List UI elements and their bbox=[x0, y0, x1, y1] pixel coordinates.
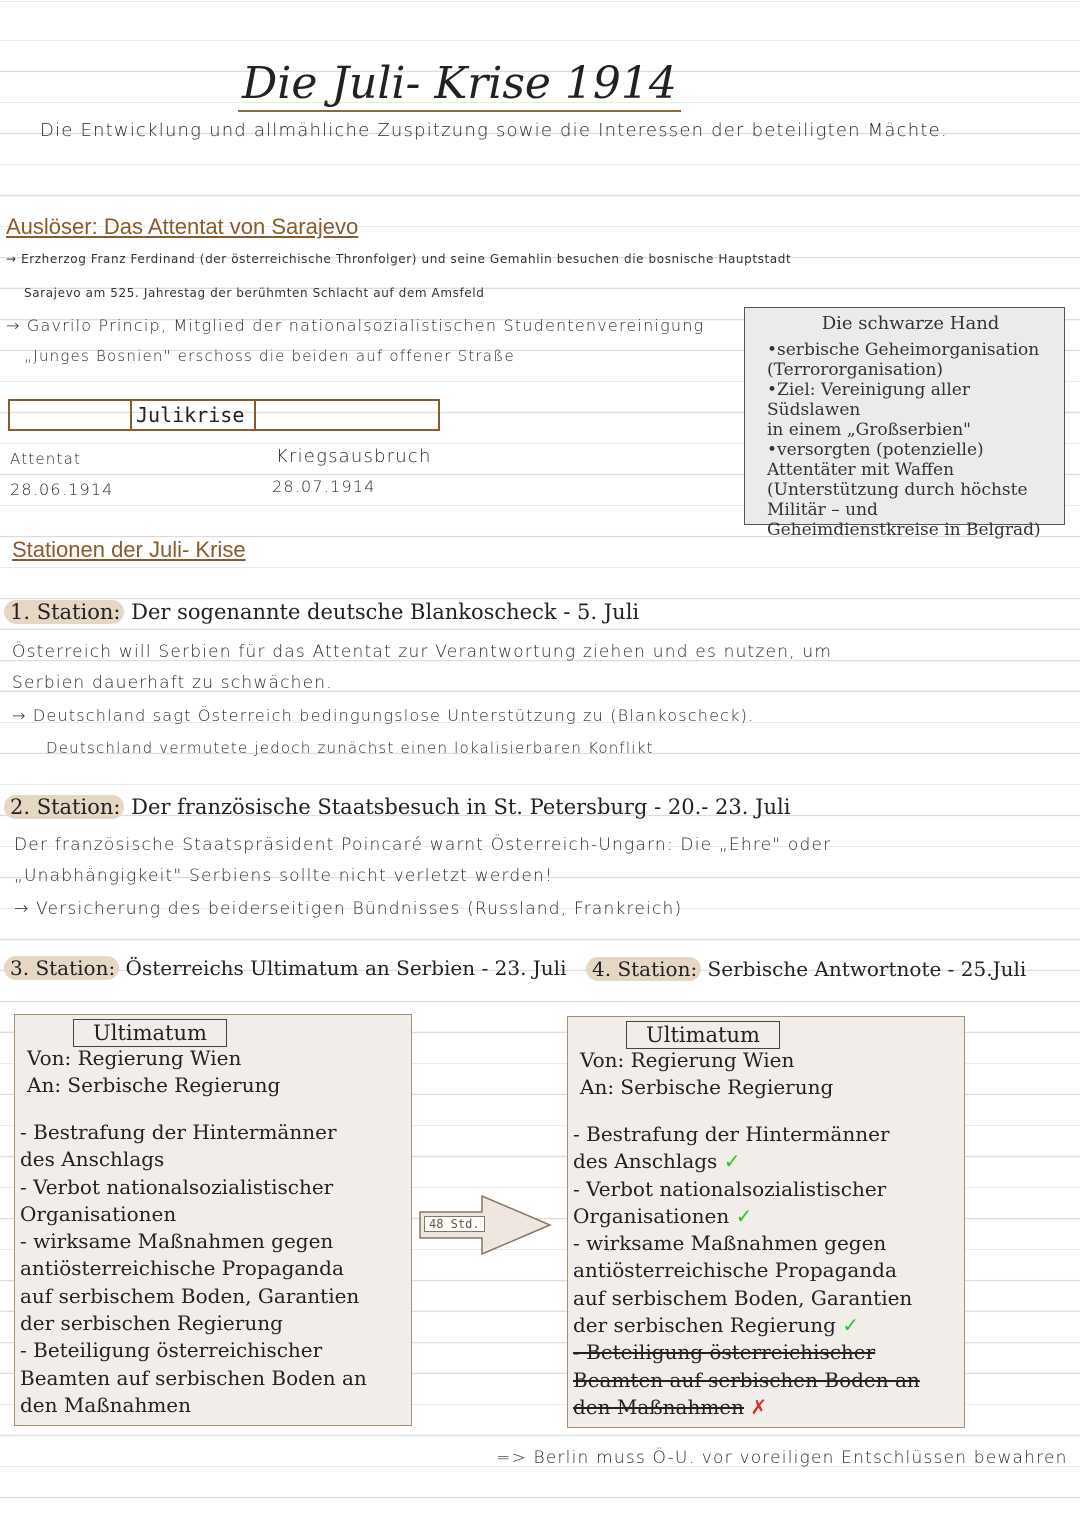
info-box-line: (Terrororganisation) bbox=[767, 360, 944, 380]
info-box-black-hand bbox=[744, 307, 1065, 540]
station-2-title: Der französische Staatsbesuch in St. Petersburg - 20.- 23. Juli bbox=[124, 795, 791, 819]
section-heading-trigger: Auslöser: Das Attentat von Sarajevo bbox=[6, 214, 359, 239]
station-1-title: Der sogenannte deutsche Blankoscheck - 5. Juli bbox=[124, 600, 640, 624]
ultimatum-from: Von: Regierung Wien bbox=[580, 1048, 795, 1072]
response-line: - Verbot nationalsozialistischer bbox=[573, 1176, 887, 1201]
info-box-line: •versorgten (potenzielle) bbox=[767, 440, 984, 460]
ultimatum-to: An: Serbische Regierung bbox=[580, 1075, 834, 1100]
station-2-tag: 2. Station: bbox=[4, 795, 124, 819]
response-line: - wirksame Maßnahmen gegen bbox=[573, 1231, 887, 1256]
section-heading-stations: Stationen der Juli- Krise bbox=[12, 537, 246, 562]
timeline-label: Julikrise bbox=[130, 399, 256, 431]
station-4-tag: 4. Station: bbox=[586, 957, 701, 981]
ultimatum-title: Ultimatum bbox=[73, 1019, 227, 1047]
text-line: „Unabhängigkeit" Serbiens sollte nicht verletzt werden! bbox=[14, 866, 554, 886]
demand-line: der serbischen Regierung bbox=[20, 1311, 283, 1336]
info-box-line: Militär – und bbox=[767, 500, 878, 520]
response-text: den Maßnahmen bbox=[573, 1394, 745, 1419]
info-box-line: •Ziel: Vereinigung aller Südslawen bbox=[767, 380, 970, 420]
response-line-rejected: Beamten auf serbischen Boden an bbox=[573, 1367, 920, 1392]
timeline-left-date: 28.06.1914 bbox=[10, 480, 114, 499]
page-title: Die Juli- Krise 1914 bbox=[238, 58, 681, 112]
text-line: Serbien dauerhaft zu schwächen. bbox=[12, 673, 333, 693]
response-line bbox=[573, 1203, 920, 1230]
subtitle: Die Entwicklung und allmähliche Zuspitzung sowie die Interessen der beteiligten Mächte. bbox=[40, 120, 948, 141]
ultimatum-header bbox=[27, 1045, 280, 1100]
conclusion-line: => Berlin muss Ö-U. vor voreiligen Entschlüssen bewahren bbox=[496, 1448, 1068, 1468]
demand-line: - Bestrafung der Hintermänner bbox=[20, 1120, 337, 1144]
response-line-rejected bbox=[573, 1394, 920, 1421]
arrow-label: 48 Std. bbox=[424, 1216, 485, 1232]
response-text: Organisationen bbox=[573, 1203, 730, 1228]
text-line: Sarajevo am 525. Jahrestag der berühmten Schlacht auf dem Amsfeld bbox=[24, 286, 485, 300]
timeline-left-label: Attentat bbox=[10, 450, 82, 468]
response-line-rejected: - Beteiligung österreichischer bbox=[573, 1340, 876, 1365]
demand-line: auf serbischem Boden, Garantien bbox=[20, 1283, 360, 1308]
info-box-line: •serbische Geheimorganisation bbox=[767, 340, 1040, 360]
info-box-line: (Unterstützung durch höchste bbox=[767, 480, 1028, 500]
ultimatum-to: An: Serbische Regierung bbox=[27, 1073, 281, 1098]
station-1-tag: 1. Station: bbox=[4, 600, 124, 624]
station-3-tag: 3. Station: bbox=[4, 956, 119, 980]
info-box-title: Die schwarze Hand bbox=[821, 313, 1000, 334]
text-line: Deutschland vermutete jedoch zunächst einen lokalisierbaren Konflikt bbox=[46, 739, 654, 757]
ultimatum-title: Ultimatum bbox=[626, 1021, 780, 1049]
check-icon: ✓ bbox=[735, 1203, 753, 1228]
demand-line: Organisationen bbox=[20, 1201, 177, 1226]
station-1-heading bbox=[4, 600, 639, 624]
ultimatum-responses bbox=[573, 1121, 920, 1421]
station-4-heading bbox=[586, 957, 1026, 981]
text-line: Österreich will Serbien für das Attentat zur Verantwortung ziehen und es nutzen, um bbox=[12, 642, 833, 662]
demand-line: den Maßnahmen bbox=[20, 1392, 192, 1417]
station-4-title: Serbische Antwortnote - 25.Juli bbox=[701, 957, 1027, 981]
response-line bbox=[573, 1312, 920, 1339]
ultimatum-box-right bbox=[567, 1016, 965, 1428]
response-line: - Bestrafung der Hintermänner bbox=[573, 1122, 890, 1146]
station-3-title: Österreichs Ultimatum an Serbien - 23. Juli bbox=[119, 956, 567, 980]
demand-line: - Beteiligung österreichischer bbox=[20, 1338, 323, 1363]
text-line: → Versicherung des beiderseitigen Bündnisses (Russland, Frankreich) bbox=[14, 899, 683, 919]
info-box-line: Attentäter mit Waffen bbox=[767, 460, 955, 480]
ultimatum-box-left bbox=[14, 1014, 412, 1426]
station-2-heading bbox=[4, 795, 790, 819]
ultimatum-from: Von: Regierung Wien bbox=[27, 1046, 242, 1070]
timeline-right-date: 28.07.1914 bbox=[272, 477, 376, 496]
text-line: → Deutschland sagt Österreich bedingungslose Unterstützung zu (Blankoscheck). bbox=[12, 706, 755, 725]
demand-line: - Verbot nationalsozialistischer bbox=[20, 1174, 334, 1199]
info-box-line: Geheimdienstkreise in Belgrad) bbox=[767, 520, 1041, 540]
ultimatum-header bbox=[580, 1047, 833, 1102]
info-box-line: in einem „Großserbien" bbox=[767, 420, 971, 440]
text-line: → Erzherzog Franz Ferdinand (der österreichische Thronfolger) und seine Gemahlin besuchen die bosnische Hauptstadt bbox=[6, 252, 792, 266]
demand-line: antiösterreichische Propaganda bbox=[20, 1256, 344, 1281]
response-line bbox=[573, 1148, 920, 1175]
text-line: Der französische Staatspräsident Poincaré warnt Österreich-Ungarn: Die „Ehre" oder bbox=[14, 835, 832, 855]
response-line: antiösterreichische Propaganda bbox=[573, 1258, 897, 1283]
cross-icon: ✗ bbox=[750, 1394, 768, 1419]
check-icon: ✓ bbox=[842, 1313, 860, 1338]
demand-line: - wirksame Maßnahmen gegen bbox=[20, 1229, 334, 1254]
ultimatum-demands bbox=[20, 1119, 367, 1419]
text-line: „Junges Bosnien" erschoss die beiden auf offener Straße bbox=[24, 347, 515, 365]
timeline-bar bbox=[8, 399, 440, 431]
station-3-heading bbox=[4, 956, 566, 980]
response-text: des Anschlags bbox=[573, 1149, 718, 1174]
check-icon: ✓ bbox=[723, 1149, 741, 1174]
timeline-right-label: Kriegsausbruch bbox=[276, 446, 432, 467]
demand-line: Beamten auf serbischen Boden an bbox=[20, 1365, 367, 1390]
response-text: der serbischen Regierung bbox=[573, 1313, 836, 1338]
text-line: → Gavrilo Princip, Mitglied der nationalsozialistischen Studentenvereinigung bbox=[6, 316, 705, 335]
demand-line: des Anschlags bbox=[20, 1147, 165, 1172]
response-line: auf serbischem Boden, Garantien bbox=[573, 1285, 913, 1310]
